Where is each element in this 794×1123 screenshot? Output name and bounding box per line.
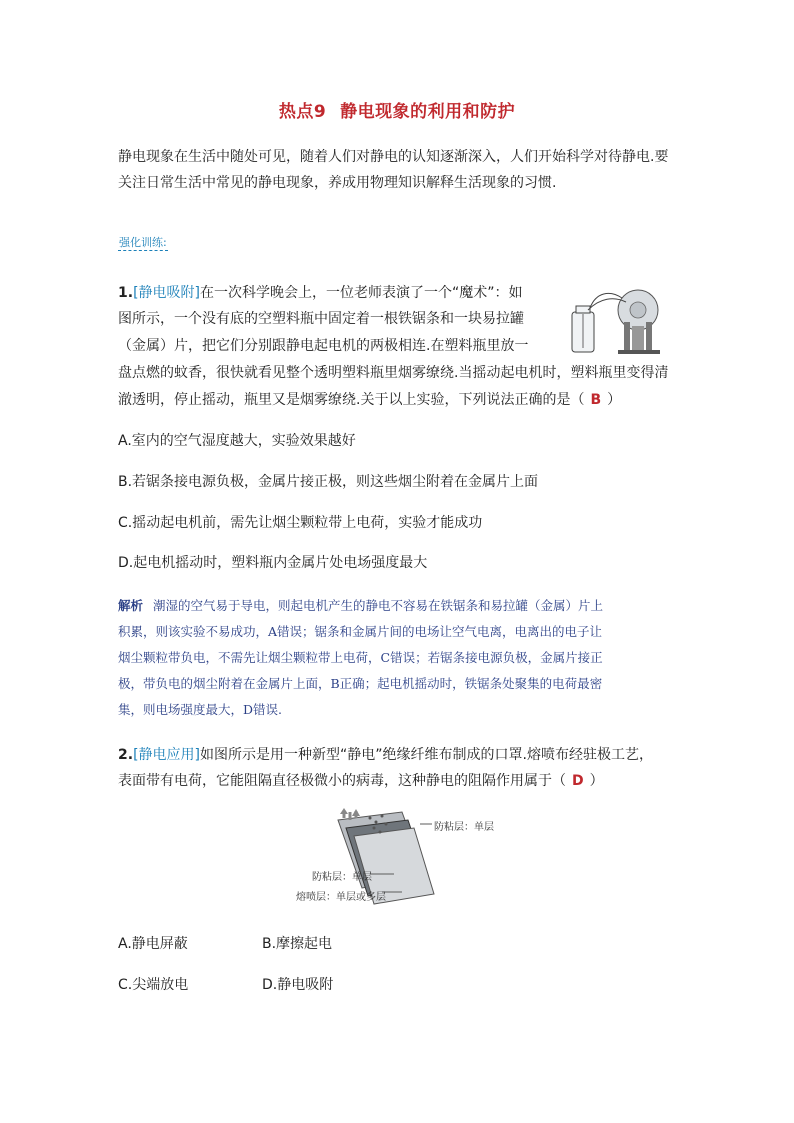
- q1-option-b: B.若锯条接电源负极，金属片接正极，则这些烟尘附着在金属片上面: [118, 474, 539, 490]
- electrostatic-experiment-figure: [566, 282, 666, 356]
- explanation-label: 解析: [118, 598, 144, 613]
- q1-explanation-line-1: [118, 596, 603, 616]
- q2-text-1: 如图所示是用一种新型“静电”绝缘纤维布制成的口罩.熔喷布经驻极工艺，: [200, 747, 653, 763]
- q1-line-5: [118, 390, 621, 410]
- intro-line-2: 关注日常生活中常见的静电现象，养成用物理知识解释生活现象的习惯.: [118, 175, 557, 191]
- q1-explanation-line-4: 极，带负电的烟尘附着在金属片上面，B正确；起电机摇动时，铁锯条处聚集的电荷最密: [118, 676, 603, 691]
- q2-option-d: D.静电吸附: [262, 977, 334, 993]
- q1-line-3: （金属）片，把它们分别跟静电起电机的两极相连.在塑料瓶里放一: [118, 338, 529, 354]
- q1-explanation-line-3: 烟尘颗粒带负电，不需先让烟尘颗粒带上电荷，C错误；若锯条接电源负极，金属片接正: [118, 650, 603, 665]
- q2-line-1: [118, 745, 653, 765]
- q1-explanation-text-1: 潮湿的空气易于导电，则起电机产生的静电不容易在铁锯条和易拉罐（金属）片上: [153, 598, 604, 613]
- q1-option-c: C.摇动起电机前，需先让烟尘颗粒带上电荷，实验才能成功: [118, 515, 483, 531]
- q1-number: 1.: [118, 285, 134, 301]
- q1-line-4: 盘点燃的蚊香，很快就看见整个透明塑料瓶里烟雾缭绕.当摇动起电机时，塑料瓶里变得清: [118, 365, 669, 381]
- mask-layers-figure: [290, 808, 530, 908]
- q1-tag: [静电吸附]: [133, 285, 200, 301]
- q2-text-2-end: ）: [589, 773, 604, 789]
- q1-text-5-end: ）: [607, 392, 622, 408]
- q1-option-a: A.室内的空气湿度越大，实验效果越好: [118, 433, 356, 449]
- q1-answer: B: [590, 392, 602, 408]
- q1-line-1: [118, 283, 523, 303]
- title-main: 静电现象的利用和防护: [340, 102, 516, 122]
- page-title: [0, 97, 794, 122]
- section-tag: 强化训练:: [119, 236, 167, 249]
- q2-answer: D: [572, 773, 584, 789]
- q2-option-a: A.静电屏蔽: [118, 936, 188, 952]
- intro-line-1: 静电现象在生活中随处可见，随着人们对静电的认知逐渐深入，人们开始科学对待静电.要: [118, 149, 669, 165]
- figure-label-outer: 防粘层：单层: [434, 822, 494, 833]
- figure-label-inner: 防粘层：单层: [312, 872, 372, 883]
- q1-line-2: 图所示，一个没有底的空塑料瓶中固定着一根铁锯条和一块易拉罐: [118, 311, 524, 327]
- q1-explanation-line-2: 积累，则该实验不易成功，A错误；锯条和金属片间的电场让空气电离，电离出的电子让: [118, 624, 603, 639]
- q2-text-2: 表面带有电荷，它能阻隔直径极微小的病毒，这种静电的阻隔作用属于（: [118, 773, 566, 789]
- q1-option-d: D.起电机摇动时，塑料瓶内金属片处电场强度最大: [118, 555, 428, 571]
- q2-number: 2.: [118, 747, 134, 763]
- title-prefix: 热点9: [278, 102, 327, 122]
- q2-tag: [静电应用]: [133, 747, 200, 763]
- figure-label-meltblown: 熔喷层：单层或多层: [296, 892, 386, 903]
- q2-option-b: B.摩擦起电: [262, 936, 333, 952]
- q1-text-1: 在一次科学晚会上，一位老师表演了一个“魔术”：如: [200, 285, 523, 301]
- q1-text-5: 澈透明，停止摇动，瓶里又是烟雾缭绕.关于以上实验，下列说法正确的是（: [118, 392, 585, 408]
- q1-explanation-line-5: 集，则电场强度最大，D错误.: [118, 702, 282, 717]
- q2-option-c: C.尖端放电: [118, 977, 189, 993]
- q2-line-2: [118, 771, 604, 791]
